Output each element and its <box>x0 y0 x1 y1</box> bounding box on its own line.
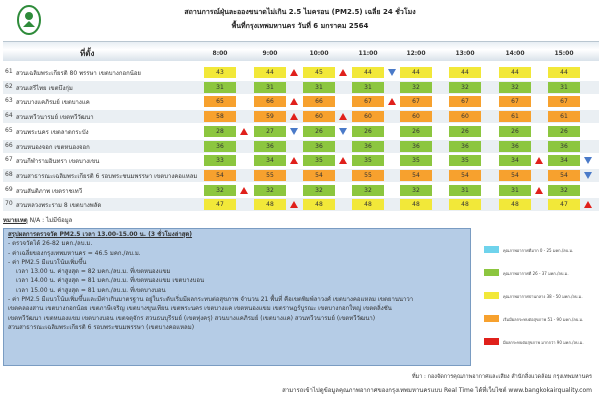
summary-line: - ค่าเฉลี่ยของกรุงเทพมหานคร = 46.5 มคก./ลบ.ม. <box>8 249 141 257</box>
row-index: 69 <box>5 185 13 193</box>
time-header: 12:00 <box>406 50 426 57</box>
summary-heading: สรุปผลการตรวจวัด PM2.5 เวลา 13.00-15.00 น. (3 ชั่วโมงล่าสุด) <box>8 231 193 238</box>
pm25-value-cell: 44 <box>254 67 286 78</box>
pm25-value-cell: 44 <box>352 67 384 78</box>
pm25-value-cell: 54 <box>499 170 531 181</box>
table-row <box>3 81 599 94</box>
legend-item <box>484 266 596 280</box>
trend-down-icon <box>388 69 396 76</box>
table-row <box>3 125 599 138</box>
summary-line: เวลา 15.00 น. ค่าสูงสุด = 81 มคก./ลบ.ม. ที่เขตบางบอน <box>16 286 166 294</box>
row-index: 66 <box>5 141 13 149</box>
pm25-value-cell: 43 <box>204 67 236 78</box>
row-index: 70 <box>5 200 13 208</box>
pm25-value-cell: 48 <box>254 199 286 210</box>
pm25-value-cell: 35 <box>400 155 432 166</box>
pm25-value-cell: 31 <box>303 82 335 93</box>
legend-label: เริ่มมีผลกระทบต่อสุขภาพ 51 - 90 มคก./ลบ.ม. <box>503 317 584 322</box>
trend-up-icon <box>290 201 298 208</box>
pm25-value-cell: 54 <box>303 170 335 181</box>
summary-line: เขตทวีวัฒนา เขตหนองแขม เขตบางบอน เขตจตุจักร สวนธนบุรีรมย์ (เขตทุ่งครุ) สวนบางแคภิรมย์ (เขตบางแค) สวนทวีวนารมย์ (เขตทวีวัฒนา) <box>8 314 376 322</box>
pm25-value-cell: 32 <box>499 82 531 93</box>
footer-text: สามารถเข้าไปดูข้อมูลคุณภาพอากาศของกรุงเทพมหานครแบบ Real Time ได้ที่เว็บไซต์ www.bangkokairquality.com <box>282 387 592 394</box>
pm25-value-cell: 36 <box>352 141 384 152</box>
pm25-value-cell: 31 <box>254 82 286 93</box>
station-name: สวนพระนคร เขตลาดกระบัง <box>16 128 89 136</box>
pm25-value-cell: 35 <box>449 155 481 166</box>
pm25-value-cell: 32 <box>352 185 384 196</box>
trend-up-icon <box>339 69 347 76</box>
station-name: สวนเฉลิมพระเกียรติ 80 พรรษา เขตบางกอกน้อย <box>16 70 141 77</box>
station-name: สวนกีฬารามอินทรา เขตบางเขน <box>16 158 100 166</box>
pm25-value-cell: 26 <box>303 126 335 137</box>
legend-label: มีผลกระทบต่อสุขภาพ มากกว่า 90 มคก./ลบ.ม. <box>503 340 584 345</box>
pm25-value-cell: 27 <box>254 126 286 137</box>
pm25-value-cell: 33 <box>204 155 236 166</box>
pm25-value-cell: 31 <box>204 82 236 93</box>
pm25-value-cell: 36 <box>254 141 286 152</box>
table-row <box>3 184 599 197</box>
legend-swatch <box>484 269 499 276</box>
trend-up-icon <box>290 98 298 105</box>
legend-swatch <box>484 246 499 253</box>
station-name: สวนสันติภาพ เขตราชเทวี <box>16 187 83 195</box>
summary-line: เวลา 13.00 น. ค่าสูงสุด = 82 มคก./ลบ.ม. ที่เขตหนองแขม <box>16 268 171 276</box>
pm25-value-cell: 65 <box>204 96 236 107</box>
pm25-value-cell: 36 <box>499 141 531 152</box>
pm25-value-cell: 36 <box>204 141 236 152</box>
title-line-1: สถานการณ์ฝุ่นละอองขนาดไม่เกิน 2.5 ไมครอน (PM2.5) เฉลี่ย 24 ชั่วโมง <box>184 8 416 16</box>
pm25-value-cell: 48 <box>352 199 384 210</box>
summary-line: - ตรวจวัดได้ 26-82 มคก./ลบ.ม. <box>8 240 93 248</box>
pm25-value-cell: 32 <box>400 82 432 93</box>
pm25-value-cell: 55 <box>352 170 384 181</box>
pm25-value-cell: 59 <box>254 111 286 122</box>
pm25-value-cell: 61 <box>499 111 531 122</box>
pm25-value-cell: 34 <box>254 155 286 166</box>
pm25-value-cell: 67 <box>400 96 432 107</box>
trend-up-icon <box>339 113 347 120</box>
pm25-value-cell: 31 <box>499 185 531 196</box>
pm25-value-cell: 58 <box>204 111 236 122</box>
pm25-value-cell: 34 <box>499 155 531 166</box>
pm25-value-cell: 66 <box>303 96 335 107</box>
pm25-value-cell: 60 <box>400 111 432 122</box>
pm25-value-cell: 67 <box>449 96 481 107</box>
pm25-value-cell: 44 <box>449 67 481 78</box>
pm25-value-cell: 61 <box>548 111 580 122</box>
trend-down-icon <box>290 128 298 135</box>
legend-item <box>484 335 596 349</box>
pm25-value-cell: 55 <box>254 170 286 181</box>
row-index: 61 <box>5 68 13 75</box>
trend-down-icon <box>339 128 347 135</box>
summary-line: สวนสาธารณะเฉลิมพระเกียรติ 6 รอบพระชนมพรรษา (เขตบางคอแหลม) <box>8 323 195 331</box>
table-row <box>3 95 599 108</box>
pm25-value-cell: 28 <box>204 126 236 137</box>
summary-line: - ค่า PM2.5 มีแนวโน้มเพิ่มขึ้น <box>8 258 87 266</box>
pm25-value-cell: 54 <box>400 170 432 181</box>
pm25-value-cell: 45 <box>303 67 335 78</box>
time-header: 10:00 <box>309 50 329 57</box>
page-title <box>0 5 600 33</box>
row-index: 64 <box>5 112 13 120</box>
trend-up-icon <box>535 157 543 164</box>
row-index: 63 <box>5 97 13 105</box>
table-row <box>3 110 599 123</box>
station-name: สวนสาธารณะเฉลิมพระเกียรติ 6 รอบพระชนมพรรษา เขตบางคอแหลม <box>16 172 198 180</box>
pm25-value-cell: 32 <box>204 185 236 196</box>
pm25-value-cell: 67 <box>352 96 384 107</box>
pm25-value-cell: 54 <box>204 170 236 181</box>
pm25-value-cell: 35 <box>352 155 384 166</box>
table-row <box>3 169 599 182</box>
pm25-value-cell: 60 <box>303 111 335 122</box>
title-line-2: พื้นที่กรุงเทพมหานคร วันที่ 6 มกราคม 2564 <box>231 22 369 30</box>
time-header: 8:00 <box>212 50 228 57</box>
time-header: 14:00 <box>505 50 525 57</box>
legend-label: คุณภาพอากาศดี 26 - 37 มคก./ลบ.ม. <box>503 271 569 276</box>
pm25-value-cell: 47 <box>204 199 236 210</box>
time-header: 15:00 <box>554 50 574 57</box>
station-name: สวนหนองจอก เขตหนองจอก <box>16 143 90 151</box>
pm25-value-cell: 48 <box>303 199 335 210</box>
pm25-value-cell: 26 <box>400 126 432 137</box>
trend-up-icon <box>290 157 298 164</box>
pm25-value-cell: 67 <box>499 96 531 107</box>
trend-up-icon <box>388 98 396 105</box>
legend-label: คุณภาพอากาศดีมาก 0 - 25 มคก./ลบ.ม. <box>503 248 574 253</box>
legend-swatch <box>484 315 499 322</box>
pm25-value-cell: 26 <box>352 126 384 137</box>
pm25-value-cell: 60 <box>352 111 384 122</box>
trend-down-icon <box>584 172 592 179</box>
time-header: 11:00 <box>358 50 378 57</box>
legend-item <box>484 289 596 303</box>
legend-swatch <box>484 292 499 299</box>
pm25-value-cell: 32 <box>548 185 580 196</box>
row-index: 67 <box>5 156 13 164</box>
time-header: 9:00 <box>262 50 278 57</box>
pm25-value-cell: 67 <box>548 96 580 107</box>
trend-up-icon <box>584 201 592 208</box>
pm25-value-cell: 31 <box>352 82 384 93</box>
trend-up-icon <box>535 187 543 194</box>
trend-up-icon <box>290 69 298 76</box>
pm25-value-cell: 54 <box>449 170 481 181</box>
pm25-value-cell: 32 <box>449 82 481 93</box>
row-index: 65 <box>5 126 13 134</box>
table-row <box>3 140 599 153</box>
station-name: สวนเสรีไทย เขตบึงกุ่ม <box>16 84 73 92</box>
summary-line: เขตคลองสาน เขตบางกอกน้อย เขตภาษีเจริญ เขตบางขุนเทียน เขตพระนคร เขตบางแค เขตหนองแขม เขตราษฎร์บูรณะ เขตบางกอกใหญ่ เขตตลิ่งชัน <box>8 305 392 313</box>
row-index: 62 <box>5 82 13 90</box>
location-column-header: ที่ตั้ง <box>80 49 95 58</box>
pm25-value-cell: 36 <box>548 141 580 152</box>
pm25-value-cell: 48 <box>499 199 531 210</box>
trend-up-icon <box>339 157 347 164</box>
pm25-value-cell: 48 <box>449 199 481 210</box>
legend-item <box>484 312 596 326</box>
pm25-value-cell: 48 <box>400 199 432 210</box>
pm25-value-cell: 26 <box>548 126 580 137</box>
pm25-value-cell: 35 <box>303 155 335 166</box>
legend-label: คุณภาพอากาศปานกลาง 38 - 50 มคก./ลบ.ม. <box>503 294 583 299</box>
pm25-value-cell: 32 <box>400 185 432 196</box>
station-name: สวนหลวงพระราม 8 เขตบางพลัด <box>16 202 102 210</box>
pm25-value-cell: 26 <box>449 126 481 137</box>
note-text: N/A : ไม่มีข้อมูล <box>29 217 73 224</box>
pm25-value-cell: 36 <box>449 141 481 152</box>
pm25-value-cell: 36 <box>303 141 335 152</box>
table-row <box>3 66 599 79</box>
source-credit: ที่มา : กองจัดการคุณภาพอากาศและเสียง สำนักสิ่งแวดล้อม กรุงเทพมหานคร <box>411 374 592 380</box>
row-index: 68 <box>5 170 13 178</box>
time-header: 13:00 <box>455 50 475 57</box>
pm25-value-cell: 32 <box>254 185 286 196</box>
pm25-value-cell: 44 <box>400 67 432 78</box>
pm25-value-cell: 44 <box>499 67 531 78</box>
note-label: หมายเหตุ <box>3 217 28 224</box>
table-row <box>3 154 599 167</box>
summary-box <box>3 228 471 366</box>
pm25-value-cell: 34 <box>548 155 580 166</box>
table-row <box>3 198 599 211</box>
pm25-value-cell: 31 <box>449 185 481 196</box>
summary-line: - ค่า PM2.5 มีแนวโน้มเพิ่มขึ้นและมีค่าเกินมาตรฐาน อยู่ในระดับเริ่มมีผลกระทบต่อสุขภาพ จำนวน 21 พื้นที่ คือเขตพิมพ์ลาวงศ์ เขตบางคอแหลม เขตยานนาวา <box>8 296 414 304</box>
note <box>3 215 72 225</box>
pm25-value-cell: 26 <box>499 126 531 137</box>
pm25-value-cell: 60 <box>449 111 481 122</box>
pm25-value-cell: 47 <box>548 199 580 210</box>
trend-up-icon <box>240 187 248 194</box>
trend-up-icon <box>240 128 248 135</box>
pm25-value-cell: 32 <box>303 185 335 196</box>
pm25-value-cell: 31 <box>548 82 580 93</box>
trend-up-icon <box>290 113 298 120</box>
station-name: สวนบางแคภิรมย์ เขตบางแค <box>16 99 90 107</box>
pm25-value-cell: 54 <box>548 170 580 181</box>
pm25-value-cell: 36 <box>400 141 432 152</box>
pm25-value-cell: 44 <box>548 67 580 78</box>
trend-down-icon <box>584 157 592 164</box>
legend-item <box>484 243 596 257</box>
legend-swatch <box>484 338 499 345</box>
summary-line: เวลา 14.00 น. ค่าสูงสุด = 81 มคก./ลบ.ม. ที่เขตหนองแขม เขตบางบอน <box>16 277 205 285</box>
station-name: สวนเทวีวนารมย์ เขตทวีวัฒนา <box>16 114 94 122</box>
pm25-value-cell: 66 <box>254 96 286 107</box>
